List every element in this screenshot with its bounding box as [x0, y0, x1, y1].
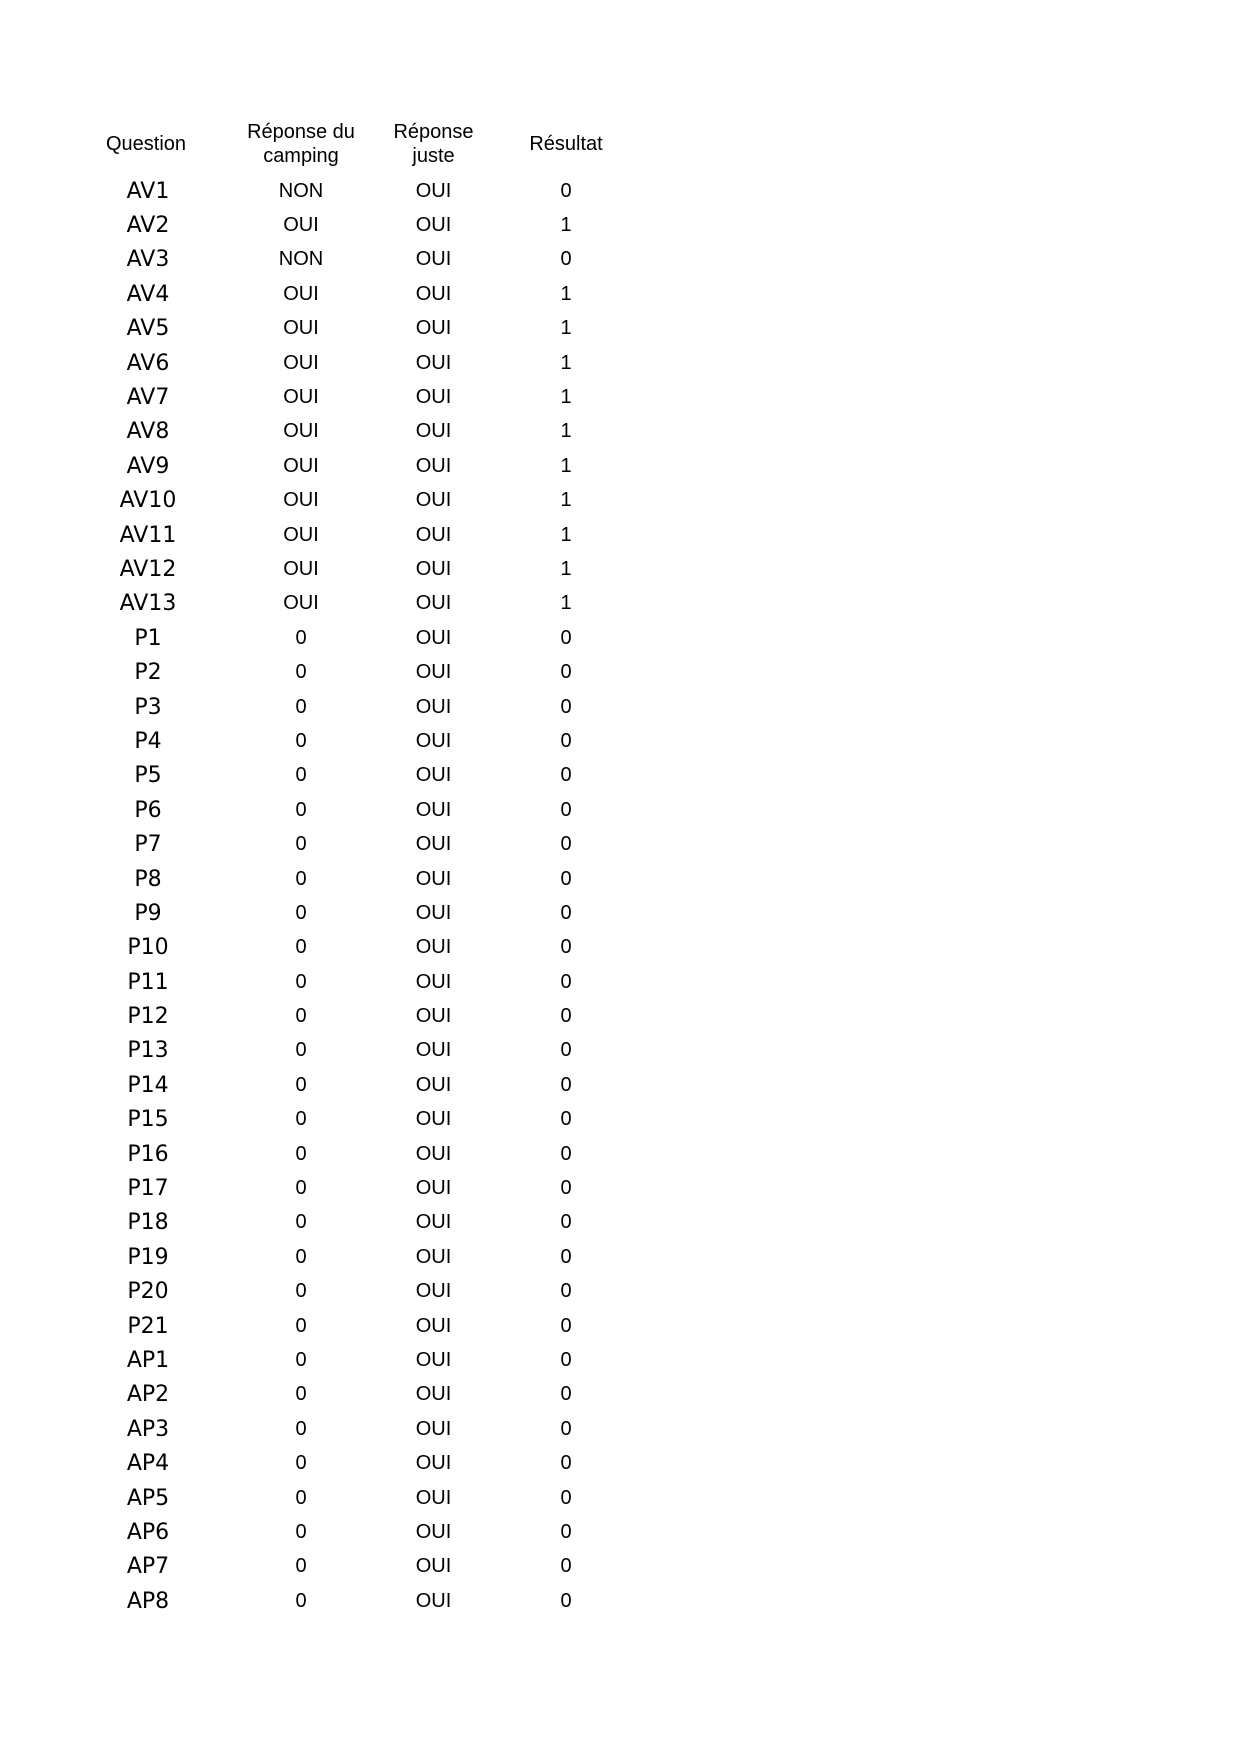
resultat-cell: 1 [560, 592, 572, 615]
reponse-juste-cell: OUI [415, 386, 452, 409]
resultat-cell: 0 [560, 661, 572, 684]
reponse-juste-cell: OUI [415, 1005, 452, 1028]
table-row [96, 655, 631, 689]
question-cell: P7 [134, 832, 162, 858]
reponse-juste-cell: OUI [415, 523, 452, 546]
question-cell: AP6 [126, 1519, 170, 1545]
reponse-camping-cell: 0 [295, 626, 307, 649]
question-cell: P16 [127, 1141, 169, 1167]
header-reponse-juste-line2: juste [412, 145, 455, 167]
resultat-cell: 0 [560, 936, 572, 959]
reponse-camping-cell: OUI [283, 214, 319, 237]
reponse-juste-cell: OUI [415, 1486, 452, 1509]
table-row [96, 1412, 631, 1446]
reponse-camping-cell: OUI [283, 454, 319, 477]
resultat-cell: 0 [560, 1073, 572, 1096]
reponse-juste-cell: OUI [415, 1383, 452, 1406]
question-cell: P3 [134, 694, 162, 720]
header-reponse-camping-line1: Réponse du [247, 121, 355, 143]
reponse-camping-cell: 0 [295, 661, 307, 684]
reponse-juste-cell: OUI [415, 661, 452, 684]
resultat-cell: 0 [560, 1280, 572, 1303]
question-cell: AV5 [126, 316, 170, 342]
question-cell: P14 [127, 1072, 169, 1098]
resultat-cell: 0 [560, 901, 572, 924]
table-row [96, 1103, 631, 1137]
table-row [96, 484, 631, 518]
table-row [96, 1446, 631, 1480]
resultat-cell: 1 [560, 489, 572, 512]
reponse-camping-cell: 0 [295, 1417, 307, 1440]
question-cell: P8 [134, 866, 162, 892]
reponse-camping-cell: 0 [295, 936, 307, 959]
table-row [96, 965, 631, 999]
question-cell: P17 [127, 1176, 169, 1202]
question-cell: P18 [127, 1210, 169, 1236]
reponse-camping-cell: 0 [295, 1452, 307, 1475]
resultat-cell: 1 [560, 386, 572, 409]
reponse-juste-cell: OUI [415, 557, 452, 580]
table-header [96, 114, 631, 174]
table-row [96, 587, 631, 621]
question-cell: AV12 [119, 556, 177, 582]
reponse-camping-cell: 0 [295, 1245, 307, 1268]
reponse-juste-cell: OUI [415, 1245, 452, 1268]
question-cell: AP1 [126, 1347, 170, 1373]
resultat-cell: 0 [560, 1589, 572, 1612]
resultat-cell: 1 [560, 454, 572, 477]
reponse-juste-cell: OUI [415, 1177, 452, 1200]
reponse-camping-cell: 0 [295, 1348, 307, 1371]
reponse-juste-cell: OUI [415, 1314, 452, 1337]
reponse-juste-cell: OUI [415, 351, 452, 374]
question-cell: P9 [134, 900, 162, 926]
table-row [96, 1309, 631, 1343]
table-row [96, 999, 631, 1033]
header-reponse-juste [366, 114, 501, 174]
header-resultat [501, 114, 631, 174]
question-cell: AV1 [126, 178, 170, 204]
reponse-camping-cell: 0 [295, 1005, 307, 1028]
table-row [96, 1206, 631, 1240]
reponse-juste-cell: OUI [415, 798, 452, 821]
reponse-camping-cell: OUI [283, 317, 319, 340]
table-row [96, 208, 631, 242]
reponse-camping-cell: 0 [295, 1486, 307, 1509]
question-cell: AP5 [126, 1485, 170, 1511]
table-row [96, 1550, 631, 1584]
reponse-juste-cell: OUI [415, 1039, 452, 1062]
question-cell: P15 [127, 1107, 169, 1133]
reponse-juste-cell: OUI [415, 1520, 452, 1543]
table-row [96, 621, 631, 655]
reponse-juste-cell: OUI [415, 1108, 452, 1131]
header-reponse-camping-line2: camping [263, 145, 339, 167]
table-row [96, 896, 631, 930]
reponse-juste-cell: OUI [415, 1073, 452, 1096]
reponse-camping-cell: 0 [295, 1211, 307, 1234]
question-cell: AV9 [126, 453, 170, 479]
reponse-camping-cell: 0 [295, 901, 307, 924]
question-cell: AP3 [126, 1416, 170, 1442]
table-row [96, 312, 631, 346]
question-cell: P5 [134, 763, 162, 789]
resultat-cell: 0 [560, 248, 572, 271]
question-cell: P6 [134, 797, 162, 823]
table-row [96, 1034, 631, 1068]
reponse-camping-cell: 0 [295, 1589, 307, 1612]
table-row [96, 862, 631, 896]
table-row [96, 1515, 631, 1549]
table-row [96, 759, 631, 793]
reponse-camping-cell: OUI [283, 523, 319, 546]
reponse-camping-cell: 0 [295, 867, 307, 890]
table-row [96, 690, 631, 724]
question-cell: AV13 [119, 591, 177, 617]
table-row [96, 1068, 631, 1102]
reponse-camping-cell: 0 [295, 1314, 307, 1337]
reponse-camping-cell: 0 [295, 695, 307, 718]
resultat-cell: 1 [560, 420, 572, 443]
resultat-cell: 1 [560, 351, 572, 374]
table-row [96, 518, 631, 552]
question-cell: P21 [127, 1313, 169, 1339]
reponse-camping-cell: OUI [283, 592, 319, 615]
results-sheet [96, 114, 631, 1618]
question-cell: P1 [134, 625, 162, 651]
question-cell: AV2 [126, 213, 170, 239]
results-table [96, 114, 631, 1618]
question-cell: AV8 [126, 419, 170, 445]
reponse-camping-cell: 0 [295, 970, 307, 993]
resultat-cell: 0 [560, 1452, 572, 1475]
reponse-juste-cell: OUI [415, 901, 452, 924]
table-row [96, 1171, 631, 1205]
reponse-juste-cell: OUI [415, 729, 452, 752]
resultat-cell: 0 [560, 1005, 572, 1028]
resultat-cell: 0 [560, 1211, 572, 1234]
resultat-cell: 0 [560, 1520, 572, 1543]
resultat-cell: 1 [560, 557, 572, 580]
reponse-juste-cell: OUI [415, 936, 452, 959]
question-cell: AV11 [119, 522, 177, 548]
reponse-juste-cell: OUI [415, 1555, 452, 1578]
resultat-cell: 0 [560, 833, 572, 856]
header-row [96, 114, 631, 174]
resultat-cell: 1 [560, 523, 572, 546]
resultat-cell: 0 [560, 1417, 572, 1440]
reponse-juste-cell: OUI [415, 592, 452, 615]
reponse-camping-cell: OUI [283, 489, 319, 512]
question-cell: P4 [134, 728, 162, 754]
question-cell: AV3 [126, 247, 170, 273]
reponse-juste-cell: OUI [415, 695, 452, 718]
header-reponse-camping [236, 114, 366, 174]
header-resultat-label: Résultat [529, 133, 603, 155]
reponse-juste-cell: OUI [415, 1452, 452, 1475]
reponse-juste-cell: OUI [415, 764, 452, 787]
reponse-juste-cell: OUI [415, 214, 452, 237]
question-cell: P2 [134, 660, 162, 686]
question-cell: P10 [127, 935, 169, 961]
question-cell: AV4 [126, 281, 170, 307]
reponse-juste-cell: OUI [415, 1589, 452, 1612]
table-row [96, 277, 631, 311]
table-row [96, 415, 631, 449]
resultat-cell: 0 [560, 1314, 572, 1337]
table-row [96, 793, 631, 827]
resultat-cell: 0 [560, 798, 572, 821]
table-row [96, 1481, 631, 1515]
header-question [96, 114, 236, 174]
reponse-juste-cell: OUI [415, 248, 452, 271]
question-cell: P13 [127, 1038, 169, 1064]
question-cell: AP2 [126, 1382, 170, 1408]
reponse-juste-cell: OUI [415, 833, 452, 856]
reponse-camping-cell: 0 [295, 1383, 307, 1406]
resultat-cell: 0 [560, 867, 572, 890]
reponse-juste-cell: OUI [415, 1280, 452, 1303]
table-row [96, 931, 631, 965]
question-cell: AP8 [126, 1588, 170, 1614]
question-cell: P20 [127, 1279, 169, 1305]
table-body [96, 174, 631, 1618]
reponse-camping-cell: 0 [295, 1073, 307, 1096]
header-question-label: Question [106, 133, 187, 155]
reponse-camping-cell: 0 [295, 1177, 307, 1200]
resultat-cell: 1 [560, 214, 572, 237]
table-row [96, 1137, 631, 1171]
question-cell: P12 [127, 1004, 169, 1030]
table-row [96, 552, 631, 586]
reponse-camping-cell: 0 [295, 1280, 307, 1303]
question-cell: AP4 [126, 1451, 170, 1477]
reponse-juste-cell: OUI [415, 489, 452, 512]
resultat-cell: 0 [560, 1486, 572, 1509]
resultat-cell: 0 [560, 1177, 572, 1200]
question-cell: P19 [127, 1244, 169, 1270]
table-row [96, 827, 631, 861]
resultat-cell: 0 [560, 695, 572, 718]
table-row [96, 1584, 631, 1618]
table-row [96, 1275, 631, 1309]
header-reponse-juste-line1: Réponse [393, 121, 474, 143]
resultat-cell: 0 [560, 764, 572, 787]
table-row [96, 1378, 631, 1412]
reponse-camping-cell: 0 [295, 1520, 307, 1543]
reponse-juste-cell: OUI [415, 282, 452, 305]
resultat-cell: 0 [560, 626, 572, 649]
reponse-camping-cell: OUI [283, 557, 319, 580]
resultat-cell: 1 [560, 317, 572, 340]
reponse-camping-cell: OUI [283, 282, 319, 305]
table-row [96, 1240, 631, 1274]
reponse-juste-cell: OUI [415, 1142, 452, 1165]
reponse-juste-cell: OUI [415, 317, 452, 340]
reponse-juste-cell: OUI [415, 179, 452, 202]
table-row [96, 449, 631, 483]
table-row [96, 1343, 631, 1377]
question-cell: AV10 [119, 488, 177, 514]
reponse-camping-cell: NON [278, 248, 324, 271]
reponse-camping-cell: 0 [295, 1039, 307, 1062]
table-row [96, 174, 631, 208]
question-cell: AP7 [126, 1554, 170, 1580]
reponse-camping-cell: OUI [283, 420, 319, 443]
reponse-juste-cell: OUI [415, 1211, 452, 1234]
resultat-cell: 1 [560, 282, 572, 305]
resultat-cell: 0 [560, 1245, 572, 1268]
reponse-camping-cell: 0 [295, 764, 307, 787]
question-cell: AV6 [126, 350, 170, 376]
table-row [96, 346, 631, 380]
resultat-cell: 0 [560, 179, 572, 202]
reponse-camping-cell: 0 [295, 1108, 307, 1131]
table-row [96, 724, 631, 758]
reponse-juste-cell: OUI [415, 1417, 452, 1440]
reponse-camping-cell: 0 [295, 833, 307, 856]
resultat-cell: 0 [560, 1383, 572, 1406]
question-cell: P11 [127, 969, 169, 995]
reponse-juste-cell: OUI [415, 454, 452, 477]
table-row [96, 380, 631, 414]
reponse-juste-cell: OUI [415, 867, 452, 890]
reponse-camping-cell: 0 [295, 729, 307, 752]
resultat-cell: 0 [560, 1555, 572, 1578]
resultat-cell: 0 [560, 1108, 572, 1131]
reponse-juste-cell: OUI [415, 1348, 452, 1371]
reponse-juste-cell: OUI [415, 970, 452, 993]
reponse-camping-cell: NON [278, 179, 324, 202]
resultat-cell: 0 [560, 1348, 572, 1371]
reponse-camping-cell: 0 [295, 1142, 307, 1165]
reponse-juste-cell: OUI [415, 420, 452, 443]
resultat-cell: 0 [560, 729, 572, 752]
reponse-juste-cell: OUI [415, 626, 452, 649]
reponse-camping-cell: OUI [283, 386, 319, 409]
resultat-cell: 0 [560, 970, 572, 993]
reponse-camping-cell: 0 [295, 1555, 307, 1578]
question-cell: AV7 [126, 385, 170, 411]
resultat-cell: 0 [560, 1039, 572, 1062]
reponse-camping-cell: 0 [295, 798, 307, 821]
resultat-cell: 0 [560, 1142, 572, 1165]
reponse-camping-cell: OUI [283, 351, 319, 374]
table-row [96, 243, 631, 277]
